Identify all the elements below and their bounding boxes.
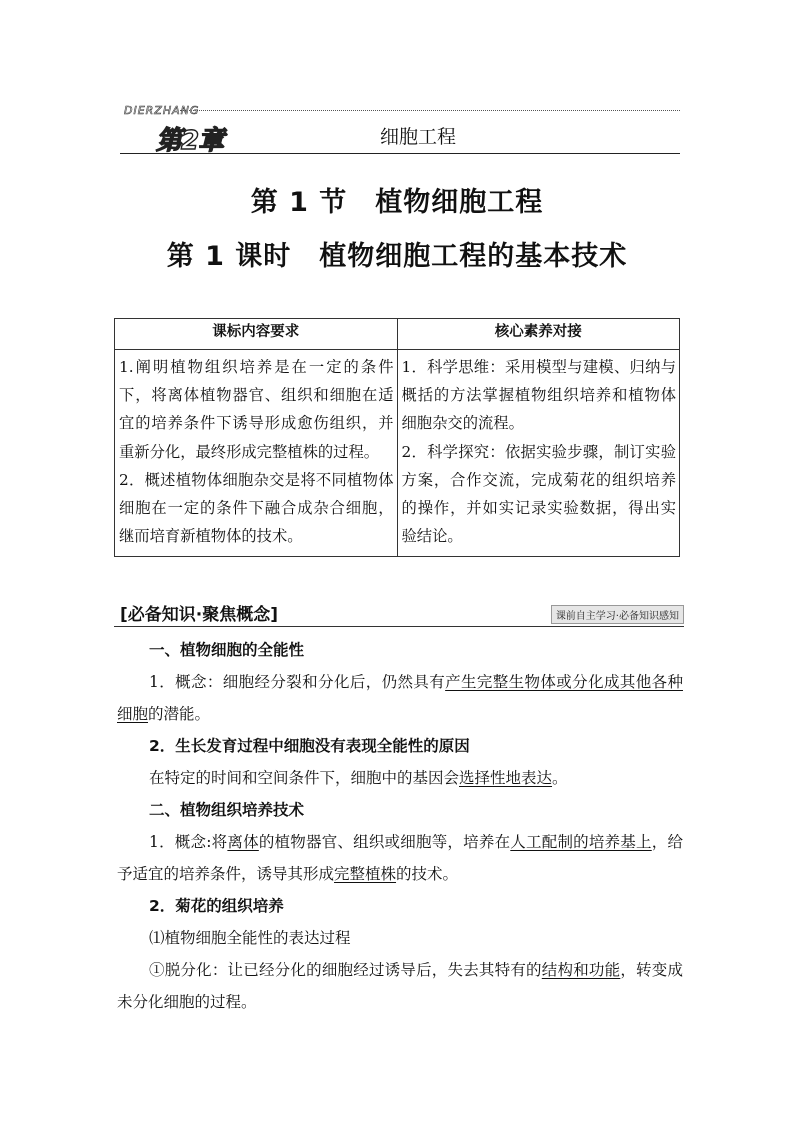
section-title: 第 1 节 植物细胞工程 [250, 187, 544, 218]
key-term: 离体 [227, 833, 259, 851]
heading-chrysanthemum-culture: 2．菊花的组织培养 [149, 897, 284, 915]
header-rule [120, 153, 680, 154]
heading-reason: 2．生长发育过程中细胞没有表现全能性的原因 [149, 737, 470, 755]
paragraph-reason [117, 762, 683, 794]
paragraph-concept [117, 666, 683, 730]
chapter-header [120, 104, 680, 156]
text-run: 在特定的时间和空间条件下，细胞中的基因会 [149, 769, 460, 787]
column-header-competencies: 核心素养对接 [397, 319, 680, 350]
competencies-cell [397, 350, 680, 557]
section-bar [114, 600, 684, 627]
text-run: 的植物器官、组织或细胞等，培养在 [258, 833, 511, 851]
text-run: ，转变成未分化细胞的过程。 [117, 961, 683, 1011]
requirement-item: 2．概述植物体细胞杂交是将不同植物体细胞在一定的条件下融合成杂合细胞，继而培育新植物体的技术。 [119, 470, 394, 546]
section-bar-title: [必备知识·聚焦概念] [120, 605, 278, 625]
key-term: 完整植株 [334, 865, 397, 883]
header-dotted-rule [180, 110, 680, 111]
body-content [117, 634, 683, 1018]
key-term: 选择性地表达 [459, 769, 553, 787]
competency-item: 2．科学探究：依据实验步骤，制订实验方案，合作交流，完成菊花的组织培养的操作，并如实记录实验数据，得出实验结论。 [401, 442, 676, 546]
heading-tissue-culture: 二、植物组织培养技术 [149, 801, 305, 819]
lesson-title: 第 1 课时 植物细胞工程的基本技术 [166, 241, 628, 272]
competency-item: 1．科学思维：采用模型与建模、归纳与概括的方法掌握植物组织培养和植物体细胞杂交的流程。 [401, 358, 676, 433]
table-row [115, 350, 680, 557]
paragraph-tissue-culture-concept [117, 826, 683, 890]
requirements-cell [115, 350, 398, 557]
chapter-latin-label: DIERZHANG [124, 104, 200, 117]
key-term: 产生完整生物体或分化成其他各种细胞 [117, 673, 683, 723]
text-run: 1．概念：细胞经分裂和分化后，仍然具有 [149, 673, 446, 691]
column-header-requirements: 课标内容要求 [115, 319, 398, 350]
paragraph-dedifferentiation [117, 954, 683, 1018]
heading-totipotency: 一、植物细胞的全能性 [149, 641, 305, 659]
chapter-title: 细胞工程 [380, 126, 457, 148]
key-term: 人工配制的培养基上 [510, 833, 652, 851]
table-header-row [115, 319, 680, 350]
text-run: 1．概念:将 [149, 833, 228, 851]
subheading-expression-process: ⑴植物细胞全能性的表达过程 [149, 929, 351, 947]
curriculum-standards-table [114, 318, 680, 557]
key-term: 结构和功能 [541, 961, 621, 979]
text-run: ，给予适宜的培养条件，诱导其形成 [117, 833, 683, 883]
text-run: 的技术。 [396, 865, 459, 883]
requirement-item: 1.阐明植物组织培养是在一定的条件下，将离体植物器官、组织和细胞在适宜的培养条件下诱导形成愈伤组织，并重新分化，最终形成完整植株的过程。 [119, 358, 394, 461]
chapter-number-logo: 第2章 [156, 126, 224, 156]
section-bar-tag: 课前自主学习·必备知识感知 [551, 605, 684, 624]
text-run: 。 [552, 769, 568, 787]
text-run: 的潜能。 [148, 705, 211, 723]
text-run: ①脱分化：让已经分化的细胞经过诱导后，失去其特有的 [149, 961, 542, 979]
